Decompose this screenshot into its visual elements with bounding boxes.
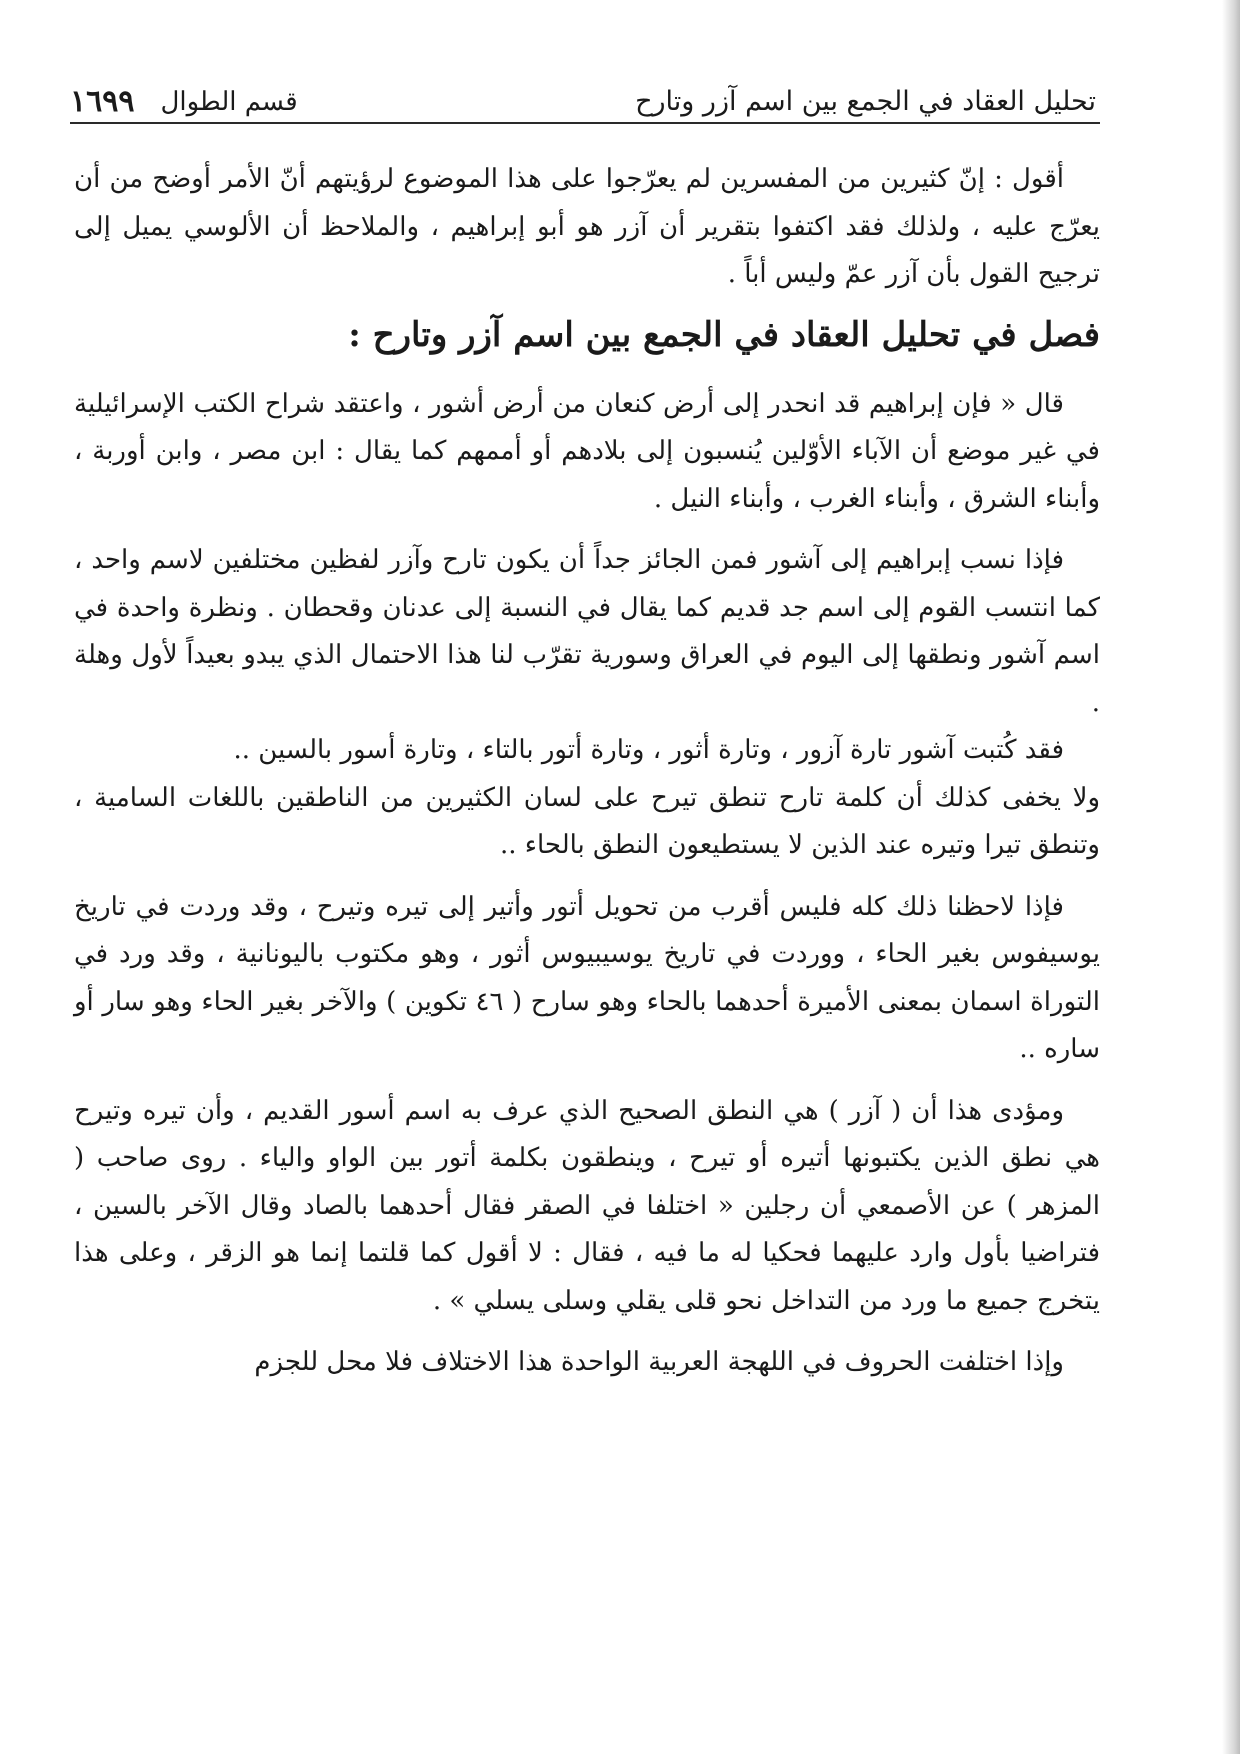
paragraph-2: قال « فإن إبراهيم قد انحدر إلى أرض كنعان من أرض أشور ، واعتقد شراح الكتب الإسرائيلية في غير موضع أن الآباء الأوّلين يُنسبون إلى بلادهم أو أممهم كما يقال : ابن مصر ، وابن أوربة ، وأبناء الشرق ، وأبناء الغرب ، وأبناء النيل . [74, 388, 1100, 514]
paragraph-4: فقد كُتبت آشور تارة آزور ، وتارة أثور ، وتارة أتور بالتاء ، وتارة أسور بالسين .. [233, 735, 1064, 765]
page-number: ١٦٩٩ [70, 84, 135, 119]
paragraph-6: فإذا لاحظنا ذلك كله فليس أقرب من تحويل أتور وأتير إلى تيره وتيرح ، وقد وردت في تاريخ يوسيفوس بغير الحاء ، ووردت في تاريخ يوسيبيوس أثور ، وهو مكتوب باليونانية ، وقد ورد في التوراة اسمان بمعنى الأميرة أحدهما بالحاء وهو سارح ( ٤٦ تكوين ) والآخر بغير الحاء وهو سار أو ساره .. [74, 891, 1100, 1064]
paragraph-1: أقول : إنّ كثيرين من المفسرين لم يعرّجوا على هذا الموضوع لرؤيتهم أنّ الأمر أوضح من أن يعرّج عليه ، ولذلك فقد اكتفوا بتقرير أن آزر هو أبو إبراهيم ، والملاحظ أن الألوسي يميل إلى ترجيح القول بأن آزر عمّ وليس أباً . [74, 164, 1100, 289]
body-text [74, 156, 1100, 1387]
section-heading: فصل في تحليل العقاد في الجمع بين اسم آزر وتارح : [348, 314, 1100, 355]
header-section: قسم الطوال [160, 87, 298, 117]
paragraph-5: ولا يخفى كذلك أن كلمة تارح تنطق تيرح على لسان الكثيرين من الناطقين باللغات السامية ، وتنطق تيرا وتيره عند الذين لا يستطيعون النطق بالحاء .. [74, 782, 1100, 860]
paragraph-3: فإذا نسب إبراهيم إلى آشور فمن الجائز جداً أن يكون تارح وآزر لفظين مختلفين لاسم واحد ، كما انتسب القوم إلى اسم جد قديم كما يقال في النسبة إلى عدنان وقحطان . ونظرة واحدة في اسم آشور ونطقها إلى اليوم في العراق وسورية تقرّب لنا هذا الاحتمال الذي يبدو بعيداً لأول وهلة . [74, 545, 1100, 718]
header-meta [70, 82, 298, 122]
header-title: تحليل العقاد في الجمع بين اسم آزر وتارح [635, 86, 1096, 117]
paragraph-8: وإذا اختلفت الحروف في اللهجة العربية الواحدة هذا الاختلاف فلا محل للجزم [254, 1347, 1064, 1377]
running-header [70, 72, 1100, 124]
paragraph-7: ومؤدى هذا أن ( آزر ) هي النطق الصحيح الذي عرف به اسم أسور القديم ، وأن تيره وتيرح هي نطق الذين يكتبونها أتيره أو تيرح ، وينطقون بكلمة أتور بين الواو والياء . روى صاحب ( المزهر ) عن الأصمعي أن رجلين « اختلفا في الصقر فقال أحدهما بالصاد وقال الآخر بالسين ، فتراضيا بأول وارد عليهما فحكيا له ما فيه ، فقال : لا أقول كما قلتما إنما هو الزقر ، وعلى هذا يتخرج جميع ما ورد من التداخل نحو قلى يقلي وسلى يسلي » . [74, 1095, 1100, 1316]
